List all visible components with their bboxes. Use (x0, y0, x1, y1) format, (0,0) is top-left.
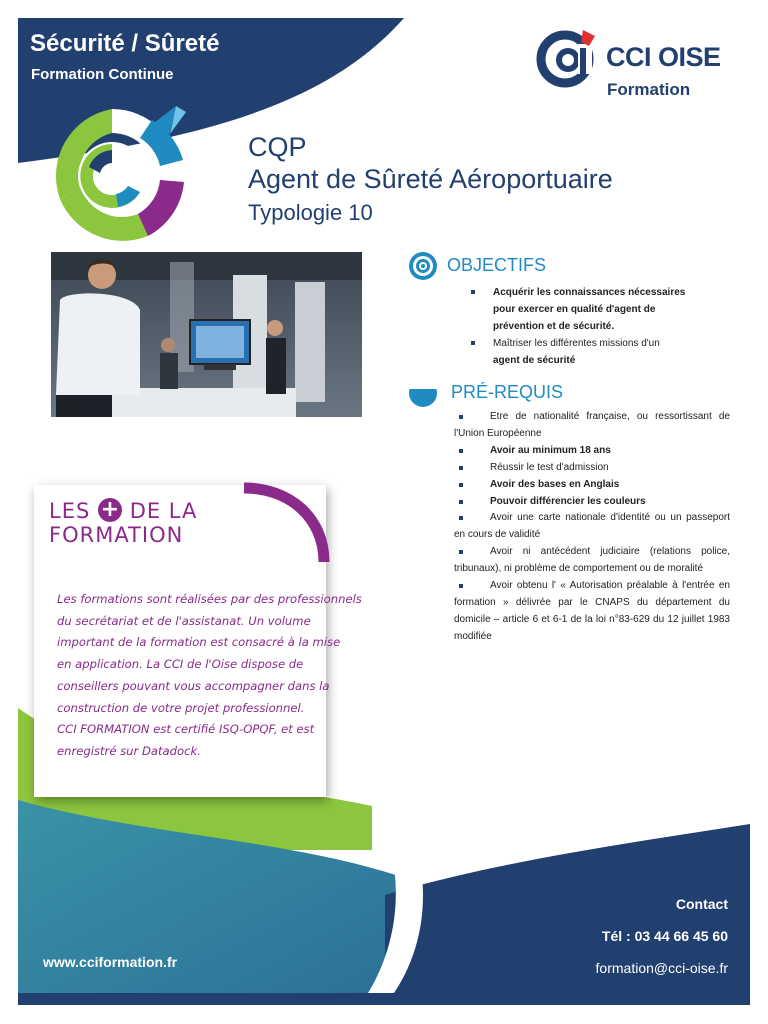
les-plus-line: important de la formation est consacré à la mise (57, 635, 341, 650)
email-link[interactable]: formation@cci-oise.fr (595, 960, 728, 976)
les-plus-line: construction de votre projet professionnel. (57, 700, 305, 715)
plus-sign: + (100, 497, 120, 522)
list-item: Avoir obtenu l' « Autorisation préalable à l'entrée en formation » délivrée par le CNAPS du département du domicile – article 6 et 6-1 de la loi n°83-629 du 12 juillet 1983 modifiée (454, 578, 730, 646)
les-plus-line: enregistré sur Datadock. (57, 743, 201, 758)
list-item: Avoir au minimum 18 ans (454, 443, 730, 460)
purple-arc-decoration (240, 482, 330, 564)
header-subtitle: Formation Continue (31, 66, 174, 83)
list-item: Avoir des bases en Anglais (454, 477, 730, 494)
objectifs-title: OBJECTIFS (447, 255, 547, 275)
header-title: Sécurité / Sûreté (30, 30, 220, 57)
objectif-1-line1: Acquérir les connaissances nécessaires (493, 287, 686, 298)
list-item (468, 284, 728, 335)
course-title-line1: CQP (248, 132, 307, 162)
list-item: Pouvoir différencier les couleurs (454, 494, 730, 511)
phone-number[interactable]: Tél : 03 44 66 45 60 (601, 928, 728, 944)
navy-shape (385, 824, 750, 1005)
les-plus-title-after: DE LA (129, 499, 198, 523)
course-title-line2: Agent de Sûreté Aéroportuaire (248, 164, 613, 194)
les-plus-title-line2: FORMATION (49, 523, 184, 547)
course-title-line3: Typologie 10 (248, 200, 373, 225)
les-plus-line: en application. La CCI de l'Oise dispose de (57, 657, 304, 672)
les-plus-line: conseillers pouvant vous accompagner dans la (57, 678, 330, 693)
plus-icon (98, 498, 122, 522)
half-circle-icon (409, 375, 437, 407)
logo-subtitle: Formation (607, 80, 691, 99)
les-plus-line: CCI FORMATION est certifié ISQ-OPQF, et est (57, 722, 315, 737)
objectif-1-line3: prévention et de sécurité. (493, 321, 615, 332)
logo-name: CCI OISE (606, 42, 721, 72)
list-item (468, 335, 728, 369)
security-checkpoint-photo (51, 252, 362, 417)
les-plus-title-before: LES (49, 499, 91, 523)
website-link[interactable]: www.cciformation.fr (43, 954, 178, 970)
contact-label: Contact (675, 896, 728, 912)
cci-logo-icon (541, 30, 595, 83)
target-icon (409, 252, 437, 280)
objectif-2-line2: agent de sécurité (493, 355, 576, 366)
prerequis-list (454, 409, 730, 646)
objectif-1-line2: pour exercer en qualité d'agent de (493, 304, 656, 315)
list-item: Avoir une carte nationale d'identité ou un passeport en cours de validité (454, 510, 730, 544)
les-plus-body (57, 589, 393, 763)
les-plus-title (49, 498, 197, 547)
objectifs-list (468, 284, 728, 369)
les-plus-line: Les formations sont réalisées par des professionnels (57, 592, 362, 606)
bottom-strip (18, 993, 750, 1005)
list-item: Avoir ni antécédent judiciaire (relations police, tribunaux), ni problème de comportement ou de moralité (454, 544, 730, 578)
objectif-2-line1: Maîtriser les différentes missions d'un (493, 338, 660, 349)
prerequis-title: PRÉ-REQUIS (451, 382, 564, 402)
les-plus-line: du secrétariat et de l'assistanat. Un volume (57, 613, 311, 628)
list-item: Réussir le test d'admission (454, 460, 730, 477)
list-item: Etre de nationalité française, ou ressortissant de l'Union Européenne (454, 409, 730, 443)
